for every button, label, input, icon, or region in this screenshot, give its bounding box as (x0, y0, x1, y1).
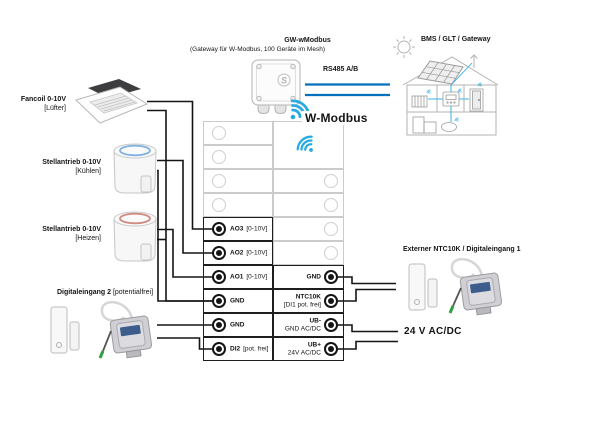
terminal-name: GND (230, 297, 245, 305)
antenna-icon (471, 55, 478, 68)
valve-cool-title: Stellantrieb 0-10V (42, 159, 101, 166)
terminal-name: AO1 (230, 273, 244, 281)
terminal-dot (212, 222, 226, 236)
terminal-wifi-cell (273, 121, 344, 169)
gateway-subtitle: (Gateway für W-Modbus, 100 Geräte im Mesh) (190, 46, 325, 53)
empty-terminal-circle (324, 174, 338, 188)
digital-sensor-2-image (100, 302, 153, 359)
digital-in2-subtitle: [potentialfrei] (112, 289, 154, 296)
fancoil-subtitle: [Lüfter] (44, 104, 66, 112)
terminal-sub: 24V AC/DC (287, 349, 321, 356)
actuator-heating-image (114, 212, 156, 261)
sun-icon (393, 36, 415, 58)
terminal-ub-minus (273, 313, 344, 337)
terminal-ao2 (203, 241, 273, 265)
terminal-dot (212, 270, 226, 284)
ntc-di1-label: Externer NTC10K / Digitaleingang 1 (403, 246, 521, 253)
valve-heat-label (20, 226, 101, 243)
terminal-name: NTC10K (295, 293, 321, 301)
terminal-sub: [0-10V] (246, 273, 268, 281)
terminal-name: AO2 (230, 249, 244, 257)
terminal-dot (212, 294, 226, 308)
bms-label: BMS / GLT / Gateway (421, 36, 491, 43)
gateway-title: GW-wModbus (284, 37, 331, 44)
empty-terminal-circle (212, 174, 226, 188)
terminal-empty-cell (203, 169, 273, 193)
ntc-sensor-image (450, 259, 503, 316)
terminal-dot (324, 294, 338, 308)
fancoil-title: Fancoil 0-10V (20, 96, 66, 103)
power-label: 24 V AC/DC (404, 326, 462, 337)
terminal-sub: [pot. frei] (243, 345, 269, 353)
terminal-gnd-right (273, 265, 344, 289)
terminal-name: UB+ (307, 341, 321, 349)
empty-terminal-circle (324, 222, 338, 236)
terminal-gnd-left-2 (203, 313, 273, 337)
terminal-empty-cell (273, 193, 344, 217)
valve-heat-subtitle: [Heizen] (75, 234, 101, 242)
empty-terminal-circle (212, 150, 226, 164)
terminal-dot (324, 270, 338, 284)
terminal-dot (212, 246, 226, 260)
fancoil-label (6, 96, 66, 113)
terminal-empty-cell (273, 217, 344, 241)
valve-heat-title: Stellantrieb 0-10V (42, 226, 101, 233)
fancoil-image (76, 79, 147, 123)
actuator-cooling-image (114, 144, 156, 193)
empty-terminal-circle (324, 246, 338, 260)
terminal-empty-cell (203, 145, 273, 169)
solar-panel (418, 61, 463, 84)
terminal-sub: GND AC/DC (284, 325, 321, 332)
terminal-dot (324, 342, 338, 356)
empty-terminal-circle (212, 198, 226, 212)
terminal-sub: [0-10V] (246, 249, 268, 257)
terminal-sub: [0-10V] (246, 225, 268, 233)
terminal-di2 (203, 337, 273, 361)
digital-in2-title: Digitaleingang 2 (56, 289, 111, 296)
bms-house-image (393, 36, 498, 135)
terminal-name: GND (230, 321, 245, 329)
terminal-dot (212, 342, 226, 356)
door-contact-1-image (409, 264, 437, 310)
empty-terminal-circle (212, 126, 226, 140)
terminal-dot (212, 318, 226, 332)
empty-terminal-circle (324, 198, 338, 212)
terminal-dot (324, 318, 338, 332)
terminal-name: AO3 (230, 225, 244, 233)
terminal-ao3 (203, 217, 273, 241)
terminal-name: DI2 (230, 345, 241, 353)
terminal-name: UB- (309, 317, 321, 325)
rs485-label: RS485 A/B (323, 66, 359, 73)
wmodbus-label: W-Modbus (302, 111, 371, 125)
terminal-name: GND (306, 273, 321, 281)
digital-in2-label (35, 289, 175, 298)
valve-cool-subtitle: [Kühlen] (75, 167, 101, 175)
terminal-empty-cell (203, 121, 273, 145)
terminal-empty-cell (273, 169, 344, 193)
terminal-sub: [DI1 pot. frei] (283, 301, 321, 308)
rs485-bus-lines (305, 85, 390, 96)
door-contact-2-image (51, 307, 79, 353)
terminal-empty-cell (203, 193, 273, 217)
terminal-ao1 (203, 265, 273, 289)
terminal-ub-plus (273, 337, 344, 361)
gateway-logo-letter: S (280, 75, 288, 86)
terminal-empty-cell (273, 241, 344, 265)
valve-cool-label (20, 159, 101, 176)
terminal-ntc10k (273, 289, 344, 313)
terminal-gnd-left-1 (203, 289, 273, 313)
